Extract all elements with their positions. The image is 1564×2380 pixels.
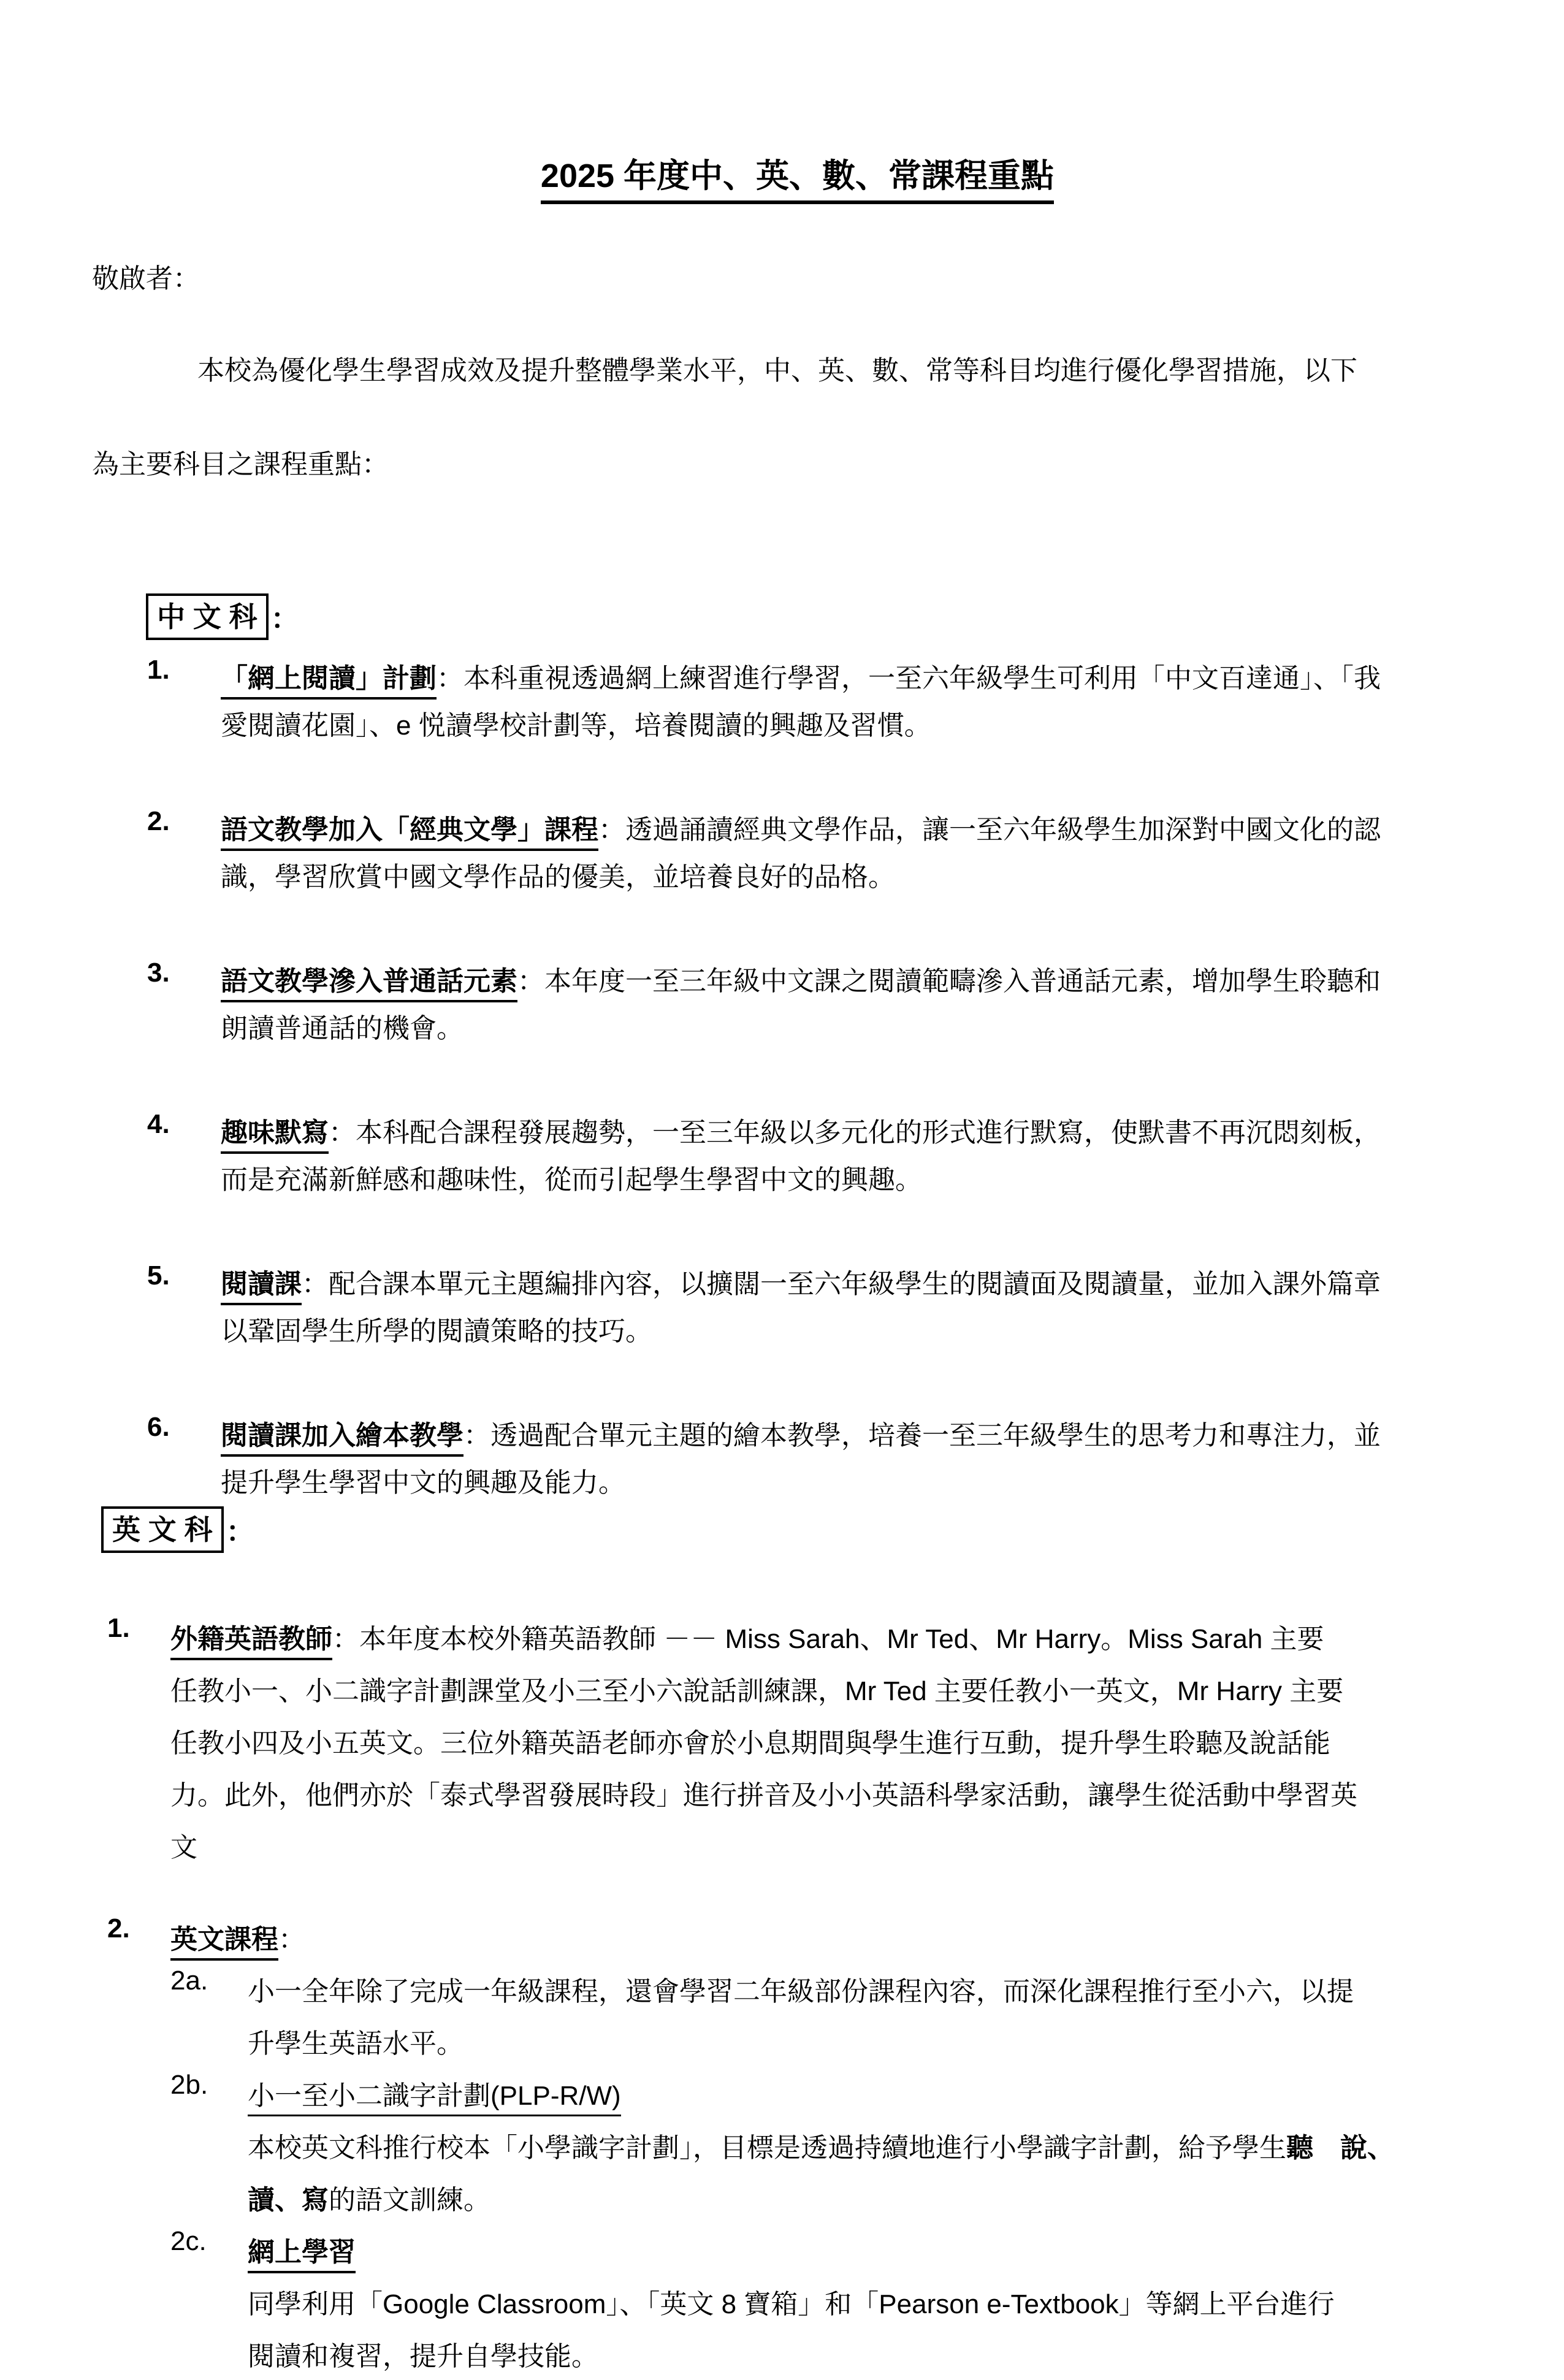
text-segment: 識，學習欣賞中國文學作品的優美，並培養良好的品格。 <box>221 862 895 892</box>
text-segment: 朗讀普通話的機會。 <box>221 1013 463 1043</box>
text-segment: ： <box>302 1269 329 1299</box>
item-line <box>248 2226 1503 2278</box>
text-segment: 、 <box>275 2185 302 2215</box>
item-line <box>248 2174 1503 2226</box>
text-segment: 閱讀和複習，提升自學技能。 <box>248 2341 598 2371</box>
list-item <box>147 958 1503 1052</box>
text-segment: ： <box>517 966 544 996</box>
item-line <box>248 2330 1503 2380</box>
item-line <box>221 1308 1503 1355</box>
text-segment: 、 <box>1367 2133 1394 2163</box>
text-segment: 力。此外，他們亦於「泰式學習發展時段」進行拼音及小小英語科學家活動，讓學生從活動中學習英 <box>170 1780 1357 1810</box>
text-segment: ： <box>329 1118 356 1148</box>
item-lines <box>248 2070 1503 2226</box>
text-segment: 的語文訓練。 <box>329 2185 490 2215</box>
item-line <box>170 1613 1503 1665</box>
item-lines <box>248 1966 1503 2070</box>
item-number: 1. <box>107 1613 130 1643</box>
text-segment: 透過配合單元主題的繪本教學，培養一至三年級學生的思考力和專注力，並 <box>490 1421 1381 1451</box>
item-number: 2. <box>107 1913 130 1943</box>
text-segment: 本年度一至三年級中文課之閱讀範疇滲入普通話元素，增加學生聆聽和 <box>544 966 1381 996</box>
text-segment: 「網上閱讀」計劃 <box>221 663 437 700</box>
salutation: 敬啟者： <box>92 264 200 294</box>
text-segment: ： <box>463 1421 490 1451</box>
text-segment: 本科配合課程發展趨勢，一至三年級以多元化的形式進行默寫，使默書不再 <box>356 1118 1246 1148</box>
text-segment: 文 <box>170 1833 197 1863</box>
item-line <box>221 958 1503 1005</box>
item-line <box>221 1412 1503 1459</box>
item-line <box>248 2018 1503 2070</box>
text-segment: 沉悶刻板 <box>1246 1118 1354 1148</box>
item-line <box>221 1261 1503 1308</box>
text-segment: 而是充滿新鮮感和趣味性，從而引起學生學習中文的興趣。 <box>221 1165 922 1195</box>
item-lines <box>221 1109 1503 1203</box>
item-line <box>170 1665 1503 1717</box>
item-line <box>248 2122 1503 2174</box>
section-heading-box: 英 文 科 <box>101 1506 224 1553</box>
text-segment: 聽 <box>1286 2133 1313 2163</box>
doc-title-text: 2025 年度中、英、數、常課程重點 <box>541 156 1054 204</box>
item-number: 3. <box>147 958 170 988</box>
text-segment: 任教小四及小五英文。三位外籍英語老師亦會於小息期間與學生進行互動，提升學生聆聽及說話能 <box>170 1728 1330 1758</box>
item-line <box>170 1717 1503 1769</box>
item-line <box>170 1769 1503 1821</box>
item-lines <box>221 806 1503 901</box>
section-heading-colon: ： <box>270 603 299 635</box>
item-lines <box>221 1412 1503 1506</box>
text-segment: 透過誦讀經典文學作品，讓一至六年級學生加深對中國文化的認 <box>625 815 1381 845</box>
sub-list-item <box>170 1966 1503 2070</box>
text-segment <box>1313 2133 1340 2163</box>
doc-title <box>92 156 1503 204</box>
sub-list-item <box>170 2226 1503 2380</box>
item-number: 5. <box>147 1261 170 1291</box>
text-segment: 同學利用「Google Classroom」、「英文 8 寶箱」和「Pearson e-Textbook」等網上平台進行 <box>248 2289 1335 2319</box>
item-line <box>221 655 1503 702</box>
list-item <box>147 1109 1503 1203</box>
text-segment: 以鞏固學生所學的閱讀策略的技巧。 <box>221 1316 652 1346</box>
section-heading-chinese <box>146 593 1503 640</box>
item-line <box>221 806 1503 853</box>
item-number: 1. <box>147 655 170 685</box>
item-lines <box>248 2226 1503 2380</box>
text-segment: 任教小一、小二識字計劃課堂及小三至小六說話訓練課，Mr Ted 主要任教小一英文，Mr Harry 主要 <box>170 1676 1344 1706</box>
item-line <box>170 1913 1503 1966</box>
item-number: 6. <box>147 1412 170 1442</box>
text-segment: 語文教學加入「經典文學」課程 <box>221 815 598 851</box>
item-number: 4. <box>147 1109 170 1139</box>
item-lines <box>221 958 1503 1052</box>
item-number: 2. <box>147 806 170 836</box>
item-line <box>248 2278 1503 2330</box>
subitem-number: 2c. <box>170 2226 207 2256</box>
item-lines <box>170 1613 1503 1874</box>
text-segment: 英文課程 <box>170 1924 278 1961</box>
text-segment: 配合課本單元主題編排內容，以擴闊一至六年級學生的閱讀面及閱讀量，並加入課外篇章 <box>329 1269 1381 1299</box>
item-line <box>221 702 1503 749</box>
item-lines <box>170 1913 1503 2380</box>
subitem-number: 2b. <box>170 2070 208 2100</box>
item-line <box>221 853 1503 901</box>
list-item <box>107 1913 1503 2380</box>
text-segment: 升學生英語水平。 <box>248 2029 463 2059</box>
section-heading-colon: ： <box>226 1516 254 1547</box>
text-segment: ： <box>278 1924 305 1955</box>
item-line <box>170 1821 1503 1874</box>
text-segment: 寫 <box>302 2185 329 2215</box>
text-segment: 本科重視透過網上練習進行學習，一至六年級學生可利用「中文百達通」、「我 <box>463 663 1381 693</box>
text-segment: ： <box>332 1624 359 1654</box>
list-item <box>147 655 1503 749</box>
item-line <box>221 1459 1503 1506</box>
item-lines <box>221 1261 1503 1355</box>
sub-list-item <box>170 2070 1503 2226</box>
text-segment: ： <box>437 663 463 693</box>
item-line <box>221 1005 1503 1052</box>
item-line <box>248 1966 1503 2018</box>
text-segment: 小一全年除了完成一年級課程，還會學習二年級部份課程內容，而深化課程推行至小六，以提 <box>248 1977 1354 2007</box>
text-segment: 愛閱讀花園」、e 悦讀學校計劃等，培養閱讀的興趣及習慣。 <box>221 711 931 741</box>
item-lines <box>221 655 1503 749</box>
text-segment: 網上學習 <box>248 2237 356 2273</box>
section-heading-english <box>101 1506 1503 1553</box>
text-segment: 讀 <box>248 2185 275 2215</box>
text-segment: 小一至小二識字計劃(PLP-R/W) <box>248 2081 621 2116</box>
intro-line-2: 為主要科目之課程重點： <box>92 449 389 479</box>
list-item <box>107 1613 1503 1874</box>
section-heading-box: 中 文 科 <box>146 593 269 640</box>
list-item <box>147 1412 1503 1506</box>
text-segment: 本校英文科推行校本「小學識字計劃」，目標是透過持續地進行小學識字計劃，給予學生 <box>248 2133 1286 2163</box>
list-item <box>147 1261 1503 1355</box>
text-segment: 語文教學滲入普通話元素 <box>221 966 517 1002</box>
text-segment: 說 <box>1340 2133 1367 2163</box>
text-segment: 閱讀課 <box>221 1269 302 1305</box>
text-segment: 閱讀課加入繪本教學 <box>221 1421 463 1457</box>
text-segment: ： <box>598 815 625 845</box>
sections-container <box>92 593 1503 2380</box>
intro-line-1: 本校為優化學生學習成效及提升整體學業水平，中、英、數、常等科目均進行優化學習措施，以下 <box>197 356 1357 386</box>
item-line <box>221 1156 1503 1203</box>
text-segment: 趣味默寫 <box>221 1118 329 1154</box>
text-segment: 外籍英語教師 <box>170 1624 332 1660</box>
item-line <box>221 1109 1503 1156</box>
text-segment: 本年度本校外籍英語教師 －－ Miss Sarah、Mr Ted、Mr Harry。Miss Sarah 主要 <box>359 1624 1324 1654</box>
item-line <box>248 2070 1503 2122</box>
text-segment: ， <box>1354 1118 1381 1148</box>
subitem-number: 2a. <box>170 1966 208 1996</box>
text-segment: 提升學生學習中文的興趣及能力。 <box>221 1468 625 1498</box>
list-item <box>147 806 1503 901</box>
